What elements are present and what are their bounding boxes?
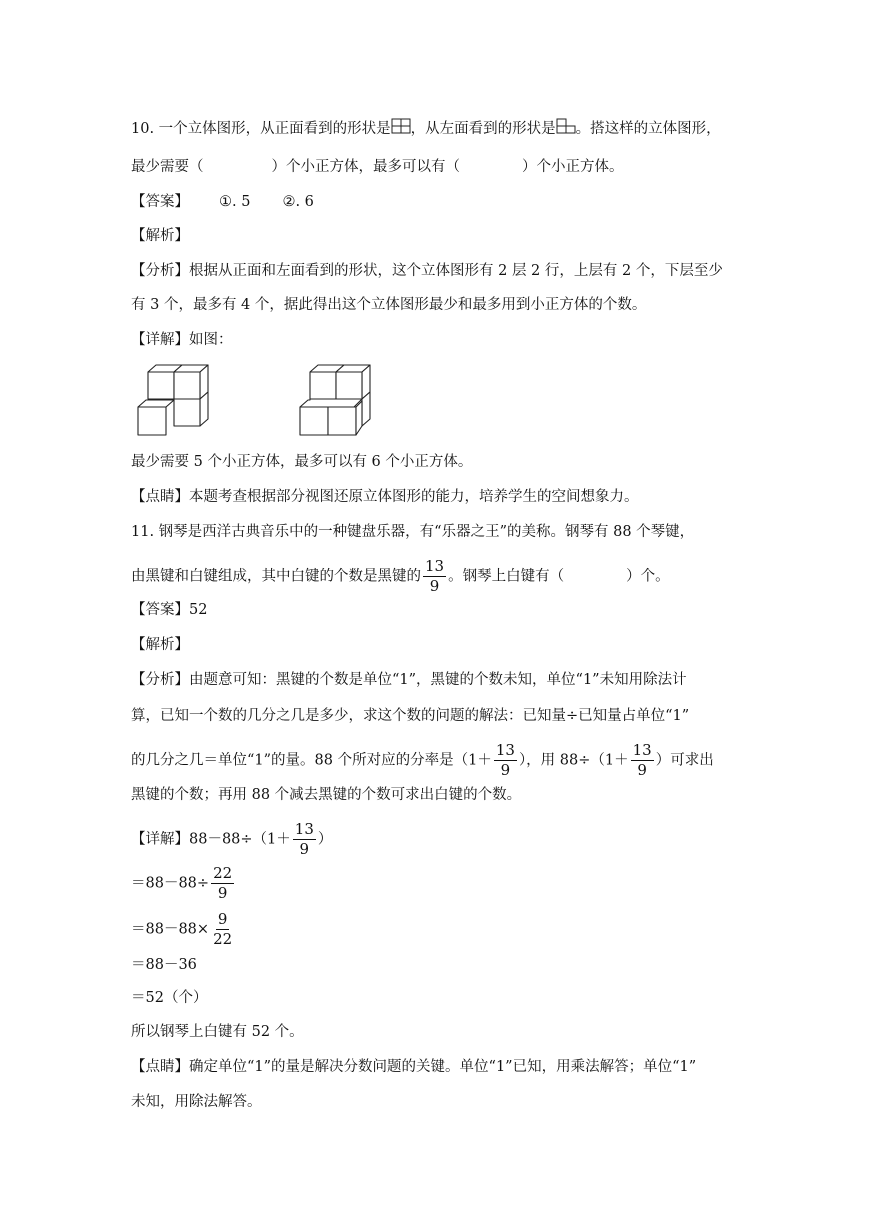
q11-analysis-2: 算，已知一个数的几分之几是多少，求这个数的问题的解法：已知量÷已知量占单位“1” bbox=[131, 708, 690, 724]
q10-analysis-2: 有 3 个，最多有 4 个，据此得出这个立体图形最少和最多用到小正方体的个数。 bbox=[131, 297, 647, 313]
q10-detail: 【详解】如图： bbox=[131, 332, 233, 348]
q11-conclusion: 所以钢琴上白键有 52 个。 bbox=[131, 1024, 304, 1040]
q11-step3: ＝88－36 bbox=[131, 957, 197, 973]
q11-comment-2: 未知，用除法解答。 bbox=[131, 1094, 262, 1110]
q11-step2: ＝88－88× $\frac{9}{22}$ bbox=[131, 910, 233, 948]
q11-step1: ＝88－88÷ $\frac{22}{9}$ bbox=[131, 864, 233, 902]
cube-figure-max bbox=[298, 364, 374, 439]
q11-jiexi: 【解析】 bbox=[131, 637, 189, 653]
fraction-13-9: $\frac{13}{9}$ bbox=[425, 557, 445, 595]
q11-line1: 11. 钢琴是西洋古典音乐中的一种键盘乐器，有“乐器之王”的美称。钢琴有 88 个琴键， bbox=[131, 524, 695, 540]
fraction-9-22: $\frac{9}{22}$ bbox=[213, 910, 233, 948]
q10-jiexi: 【解析】 bbox=[131, 228, 189, 244]
front-view-grid-icon bbox=[391, 118, 411, 140]
cube-figure-min bbox=[136, 364, 212, 439]
q10-comment: 【点睛】本题考查根据部分视图还原立体图形的能力，培养学生的空间想象力。 bbox=[131, 489, 639, 505]
q11-analysis-4: 黑键的个数；再用 88 个减去黑键的个数可求出白键的个数。 bbox=[131, 787, 522, 803]
q11-line2: 由黑键和白键组成，其中白键的个数是黑键的 $\frac{13}{9}$ 。钢琴上白键有（ ）个。 bbox=[131, 557, 670, 595]
q10-line2: 最少需要（ ）个小正方体，最多可以有（ ）个小正方体。 bbox=[131, 159, 624, 175]
q11-comment-1: 【点睛】确定单位“1”的量是解决分数问题的关键。单位“1”已知，用乘法解答；单位“1” bbox=[131, 1059, 697, 1075]
fraction-13-9: $\frac{13}{9}$ bbox=[495, 741, 515, 779]
left-view-grid-icon bbox=[556, 118, 576, 140]
q11-analysis-1: 【分析】由题意可知：黑键的个数是单位“1”，黑键的个数未知，单位“1”未知用除法计 bbox=[131, 672, 687, 688]
fraction-13-9: $\frac{13}{9}$ bbox=[632, 741, 652, 779]
q11-analysis-3: 的几分之几＝单位“1”的量。88 个所对应的分率是（1＋ $\frac{13}{9}$ ），用 88÷（1＋ $\frac{13}{9}$ ）可求出 bbox=[131, 741, 714, 779]
q11-answer: 【答案】52 bbox=[131, 602, 208, 618]
fraction-22-9: $\frac{22}{9}$ bbox=[213, 864, 233, 902]
fraction-13-9: $\frac{13}{9}$ bbox=[294, 820, 314, 858]
q10-answer: 【答案】 ①. 5 ②. 6 bbox=[131, 194, 314, 210]
q10-conclusion: 最少需要 5 个小正方体，最多可以有 6 个小正方体。 bbox=[131, 454, 473, 470]
q10-line1: 10. 一个立体图形，从正面看到的形状是 ，从左面看到的形状是 。搭这样的立体图形， bbox=[131, 118, 721, 140]
q11-step4: ＝52（个） bbox=[131, 990, 208, 1006]
q10-analysis-1: 【分析】根据从正面和左面看到的形状，这个立体图形有 2 层 2 行，上层有 2 个，下层至少 bbox=[131, 263, 723, 279]
q11-detail: 【详解】88－88÷（1＋ $\frac{13}{9}$ ） bbox=[131, 820, 333, 858]
